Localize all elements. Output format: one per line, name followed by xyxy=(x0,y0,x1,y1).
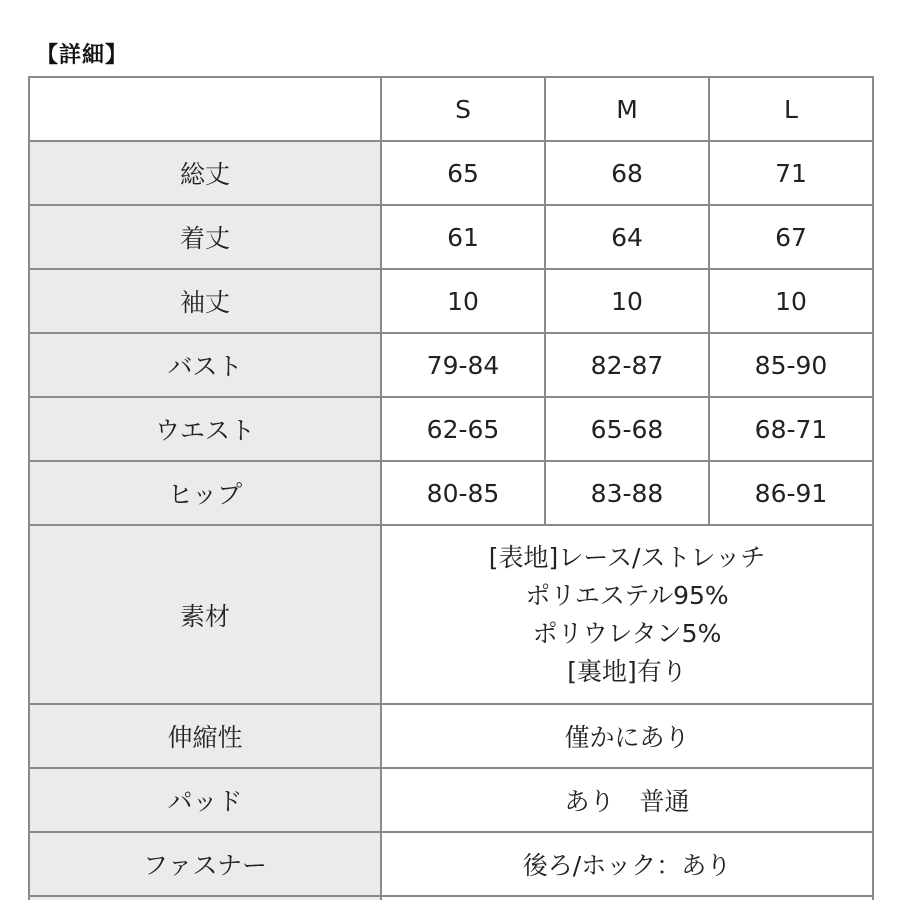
material-value-cell xyxy=(381,525,873,704)
row-value-l: 10 xyxy=(709,269,873,333)
row-label: 総丈 xyxy=(29,141,381,205)
material-row xyxy=(29,525,873,704)
material-label: 素材 xyxy=(29,525,381,704)
size-header-row xyxy=(29,77,873,141)
table-row xyxy=(29,269,873,333)
row-value-m: 65-68 xyxy=(545,397,709,461)
table-row xyxy=(29,141,873,205)
table-row xyxy=(29,333,873,397)
detail-label-stretch: 伸縮性 xyxy=(29,704,381,768)
size-header-m: M xyxy=(545,77,709,141)
cut-off-value-cell xyxy=(381,896,873,900)
detail-value-fastener: 後ろ/ホック：あり xyxy=(381,832,873,896)
table-row xyxy=(29,461,873,525)
size-header-s: S xyxy=(381,77,545,141)
row-value-s: 62-65 xyxy=(381,397,545,461)
detail-label-pad: パッド xyxy=(29,768,381,832)
row-label: ヒップ xyxy=(29,461,381,525)
row-value-m: 10 xyxy=(545,269,709,333)
row-value-l: 71 xyxy=(709,141,873,205)
section-heading: 【詳細】 xyxy=(36,43,129,68)
row-label: バスト xyxy=(29,333,381,397)
detail-row xyxy=(29,704,873,768)
material-line-outer-fabric: [表地]レース/ストレッチ xyxy=(488,542,766,572)
material-line-polyurethane: ポリウレタン5% xyxy=(532,618,722,648)
size-chart-table xyxy=(28,76,874,900)
row-value-s: 80-85 xyxy=(381,461,545,525)
detail-value-pad: あり 普通 xyxy=(381,768,873,832)
row-label: 袖丈 xyxy=(29,269,381,333)
material-lines xyxy=(382,540,872,690)
row-value-m: 64 xyxy=(545,205,709,269)
row-label: 着丈 xyxy=(29,205,381,269)
row-value-l: 86-91 xyxy=(709,461,873,525)
detail-value-stretch: 僅かにあり xyxy=(381,704,873,768)
row-label: ウエスト xyxy=(29,397,381,461)
cut-off-label-cell xyxy=(29,896,381,900)
row-value-m: 83-88 xyxy=(545,461,709,525)
row-value-m: 82-87 xyxy=(545,333,709,397)
row-value-l: 85-90 xyxy=(709,333,873,397)
material-line-polyester: ポリエステル95% xyxy=(525,580,729,610)
table-row xyxy=(29,205,873,269)
row-value-s: 61 xyxy=(381,205,545,269)
row-value-l: 67 xyxy=(709,205,873,269)
size-header-l: L xyxy=(709,77,873,141)
header-corner-cell xyxy=(29,77,381,141)
cut-off-row xyxy=(29,896,873,900)
detail-row xyxy=(29,832,873,896)
row-value-m: 68 xyxy=(545,141,709,205)
detail-row xyxy=(29,768,873,832)
material-line-lining: [裏地]有り xyxy=(567,656,687,686)
row-value-s: 65 xyxy=(381,141,545,205)
detail-label-fastener: ファスナー xyxy=(29,832,381,896)
row-value-s: 79-84 xyxy=(381,333,545,397)
table-row xyxy=(29,397,873,461)
row-value-s: 10 xyxy=(381,269,545,333)
row-value-l: 68-71 xyxy=(709,397,873,461)
